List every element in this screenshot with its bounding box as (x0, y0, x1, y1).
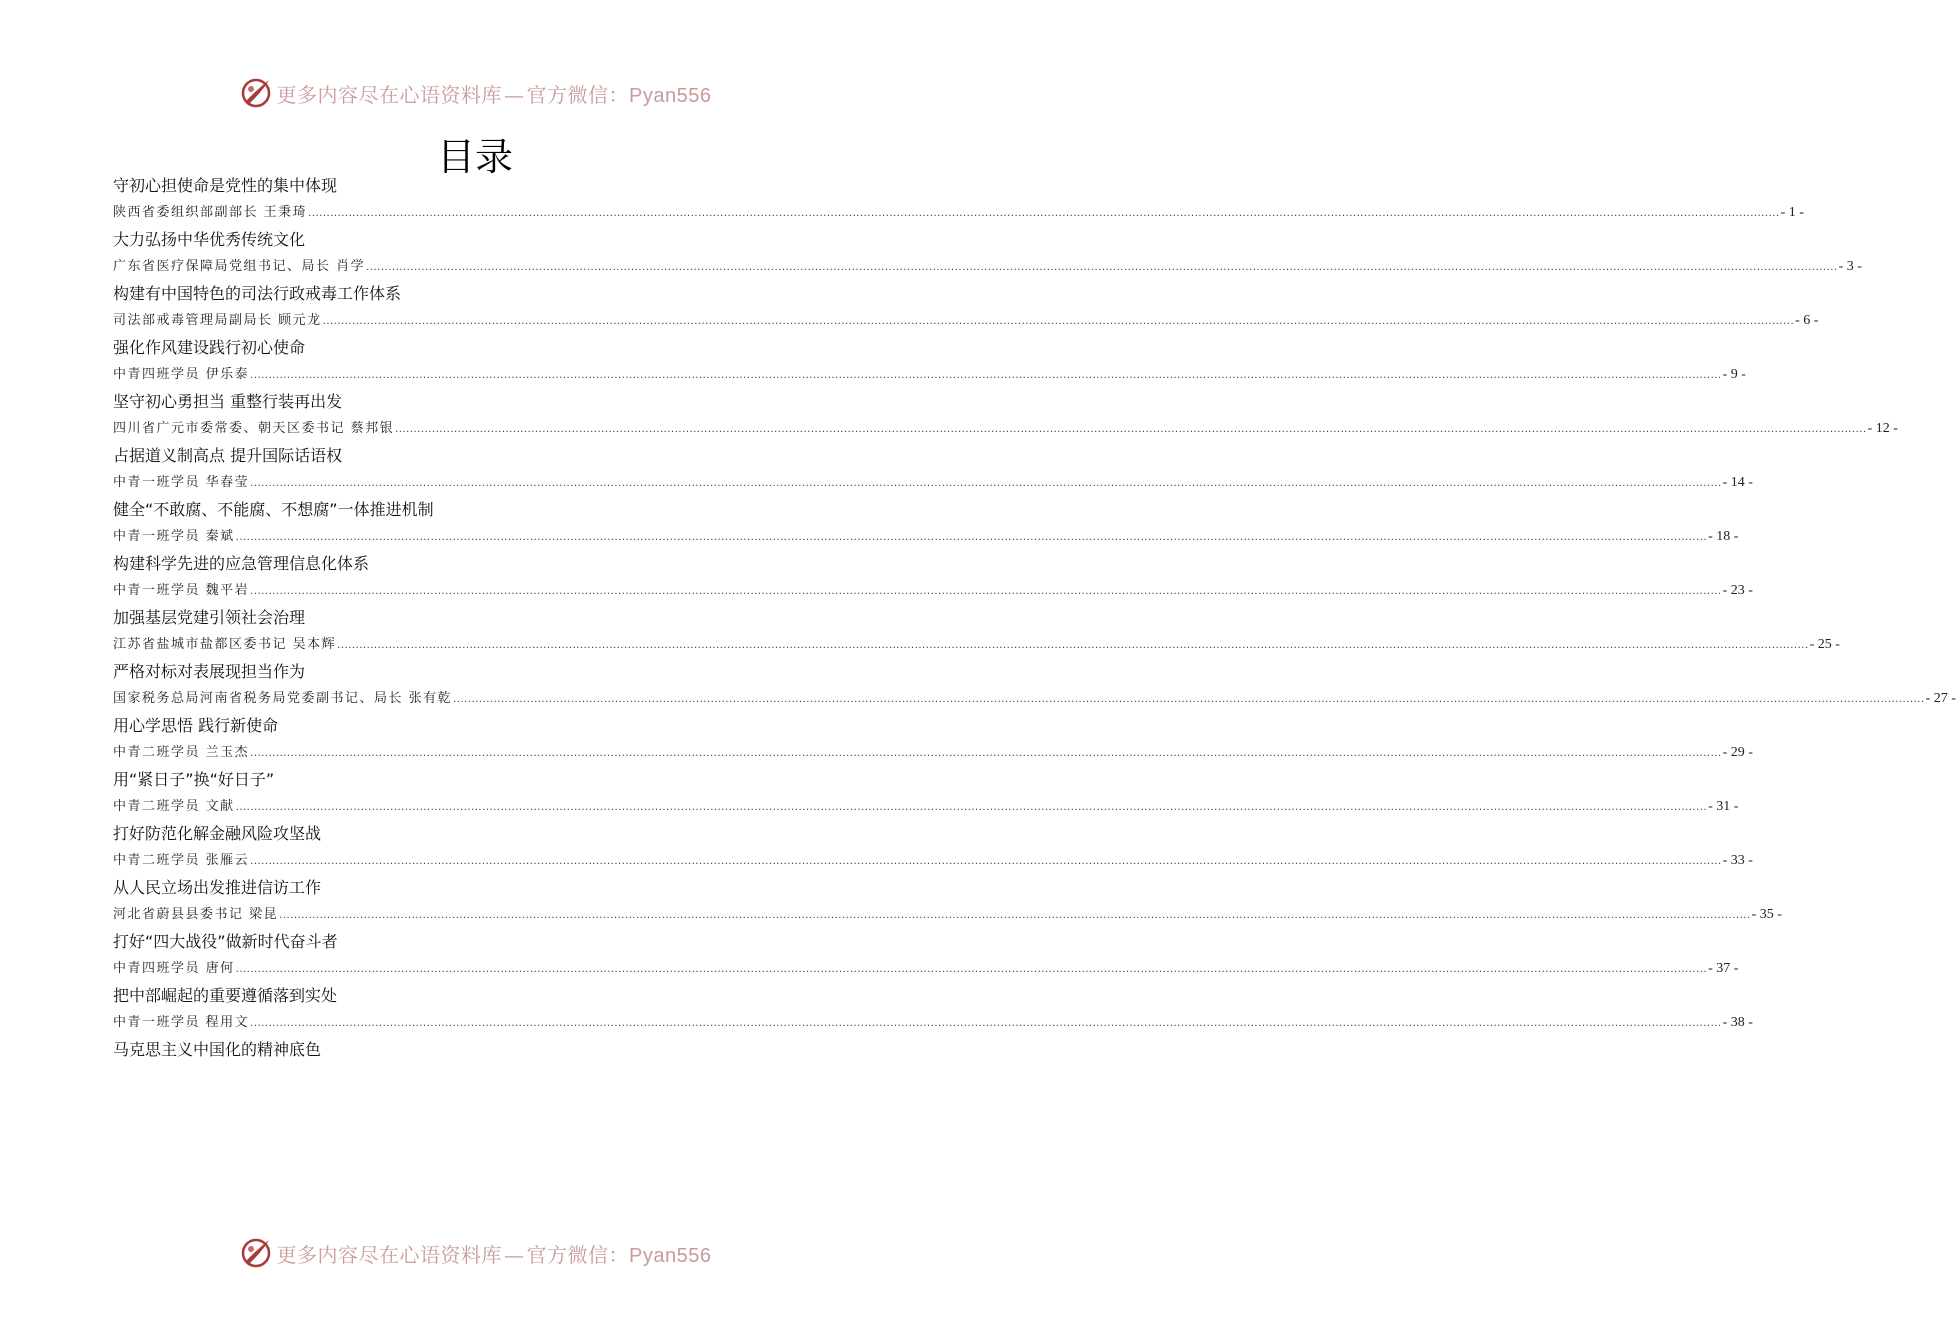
toc-entry[interactable] (113, 766, 1739, 820)
toc-dot-leader: ................................................................................................................................................................................................................................................................................................................................................................................................................ (337, 640, 1809, 651)
toc-entry-author: 中青四班学员 伊乐泰 (113, 367, 250, 382)
toc-entry-author: 司法部戒毒管理局副局长 顾元龙 (113, 313, 322, 328)
table-of-contents (113, 172, 1956, 1090)
toc-entry-line (113, 524, 1739, 550)
toc-entry-page: - 37 - (1708, 961, 1739, 976)
toc-entry-line (113, 200, 1804, 226)
toc-dot-leader: ................................................................................................................................................................................................................................................................................................................................................................................................................ (279, 910, 1751, 921)
toc-entry[interactable] (113, 604, 1840, 658)
toc-entry-line (113, 686, 1956, 712)
toc-entry-title: 用心学思悟 践行新使命 (113, 716, 279, 735)
toc-entry-author: 中青四班学员 唐何 (113, 961, 235, 976)
watermark-text (277, 79, 712, 108)
toc-entry-title: 马克思主义中国化的精神底色 (113, 1040, 322, 1059)
toc-dot-leader: ................................................................................................................................................................................................................................................................................................................................................................................................................ (395, 424, 1867, 435)
toc-dot-leader: ................................................................................................................................................................................................................................................................................................................................................................................................................ (250, 856, 1722, 867)
toc-dot-leader: ................................................................................................................................................................................................................................................................................................................................................................................................................ (250, 478, 1722, 489)
toc-entry-line (113, 470, 1753, 496)
toc-dot-leader: ................................................................................................................................................................................................................................................................................................................................................................................................................ (250, 748, 1722, 759)
toc-entry-title: 坚守初心勇担当 重整行装再出发 (113, 392, 343, 411)
toc-entry-page: - 6 - (1795, 313, 1819, 328)
toc-dot-leader: ................................................................................................................................................................................................................................................................................................................................................................................................................ (235, 532, 1708, 543)
watermark-separator: — (504, 82, 525, 107)
watermark-wechat-id: Pyan556 (629, 84, 712, 107)
toc-dot-leader: ................................................................................................................................................................................................................................................................................................................................................................................................................ (250, 1018, 1722, 1029)
toc-dot-leader: ................................................................................................................................................................................................................................................................................................................................................................................................................ (322, 316, 1795, 327)
toc-entry-page: - 31 - (1708, 799, 1739, 814)
toc-entry[interactable] (113, 712, 1753, 766)
toc-entry-title: 健全“不敢腐、不能腐、不想腐”一体推进机制 (113, 500, 434, 519)
toc-entry-line (113, 794, 1739, 820)
toc-entry[interactable] (113, 442, 1753, 496)
toc-entry-title: 构建有中国特色的司法行政戒毒工作体系 (113, 284, 402, 303)
brand-logo-icon (239, 1236, 273, 1270)
toc-entry[interactable] (113, 820, 1753, 874)
watermark-brand: 更多内容尽在心语资料库 (276, 1242, 503, 1267)
toc-entry-line (113, 362, 1746, 388)
toc-entry-title: 严格对标对表展现担当作为 (113, 662, 306, 681)
toc-entry-line (113, 848, 1753, 874)
watermark-brand: 更多内容尽在心语资料库 (276, 82, 503, 107)
toc-dot-leader: ................................................................................................................................................................................................................................................................................................................................................................................................................ (235, 964, 1708, 975)
toc-entry-page: - 29 - (1722, 745, 1753, 760)
toc-dot-leader: ................................................................................................................................................................................................................................................................................................................................................................................................................ (366, 262, 1838, 273)
toc-entry-author: 中青二班学员 文献 (113, 799, 235, 814)
toc-entry-title: 把中部崛起的重要遵循落到实处 (113, 986, 338, 1005)
toc-entry-author: 广东省医疗保障局党组书记、局长 肖学 (113, 259, 366, 274)
toc-entry-page: - 3 - (1838, 259, 1862, 274)
toc-entry-title: 强化作风建设践行初心使命 (113, 338, 306, 357)
toc-entry-author: 陕西省委组织部副部长 王秉琦 (113, 205, 308, 220)
watermark-separator: — (504, 1242, 525, 1267)
toc-entry[interactable] (113, 874, 1782, 928)
toc-entry-page: - 33 - (1722, 853, 1753, 868)
toc-entry-page: - 27 - (1925, 691, 1956, 706)
toc-entry-page: - 9 - (1722, 367, 1746, 382)
page-title: 目录 (436, 135, 513, 179)
toc-entry-author: 中青一班学员 秦斌 (113, 529, 235, 544)
toc-entry[interactable] (113, 172, 1804, 226)
toc-entry-line (113, 1010, 1753, 1036)
toc-entry[interactable] (113, 1036, 835, 1090)
watermark-text (277, 1239, 712, 1268)
toc-entry-page: - 25 - (1809, 637, 1840, 652)
toc-entry-author: 中青一班学员 魏平岩 (113, 583, 250, 598)
toc-entry-author: 河北省蔚县县委书记 梁昆 (113, 907, 279, 922)
toc-entry-author: 中青二班学员 兰玉杰 (113, 745, 250, 760)
watermark-wechat-label: 官方微信： (526, 82, 630, 107)
brand-logo-icon (239, 76, 273, 110)
toc-dot-leader: ................................................................................................................................................................................................................................................................................................................................................................................................................ (250, 370, 1722, 381)
toc-entry-page: - 38 - (1722, 1015, 1753, 1030)
toc-entry[interactable] (113, 226, 1862, 280)
toc-entry-author: 中青一班学员 程用文 (113, 1015, 250, 1030)
toc-entry[interactable] (113, 982, 1753, 1036)
toc-entry-page: - 12 - (1867, 421, 1898, 436)
toc-entry-title: 守初心担使命是党性的集中体现 (113, 176, 338, 195)
toc-entry-title: 用“紧日子”换“好日子” (113, 770, 275, 789)
toc-entry-page: - 18 - (1708, 529, 1739, 544)
toc-entry[interactable] (113, 496, 1739, 550)
toc-entry-line (113, 632, 1840, 658)
toc-entry-title: 打好“四大战役”做新时代奋斗者 (113, 932, 338, 951)
toc-entry-page: - 23 - (1722, 583, 1753, 598)
toc-entry-title: 占据道义制高点 提升国际话语权 (113, 446, 343, 465)
toc-entry-line (113, 254, 1862, 280)
toc-entry[interactable] (113, 280, 1819, 334)
toc-entry-title: 构建科学先进的应急管理信息化体系 (113, 554, 370, 573)
toc-entry-line (113, 308, 1819, 334)
toc-entry[interactable] (113, 550, 1753, 604)
toc-entry-page: - 14 - (1722, 475, 1753, 490)
header-watermark (0, 73, 950, 113)
toc-dot-leader: ................................................................................................................................................................................................................................................................................................................................................................................................................ (453, 694, 1925, 705)
toc-entry-page: - 1 - (1780, 205, 1804, 220)
toc-entry-line (113, 902, 1782, 928)
toc-entry-page: - 35 - (1751, 907, 1782, 922)
toc-entry-line (113, 956, 1739, 982)
toc-entry[interactable] (113, 388, 1898, 442)
toc-entry[interactable] (113, 658, 1956, 712)
watermark-wechat-id: Pyan556 (629, 1244, 712, 1267)
toc-entry-author: 江苏省盐城市盐都区委书记 吴本辉 (113, 637, 337, 652)
toc-entry-title: 大力弘扬中华优秀传统文化 (113, 230, 306, 249)
toc-entry[interactable] (113, 334, 1746, 388)
watermark-wechat-label: 官方微信： (526, 1242, 630, 1267)
toc-entry[interactable] (113, 928, 1739, 982)
toc-entry-title: 打好防范化解金融风险攻坚战 (113, 824, 322, 843)
toc-dot-leader: ................................................................................................................................................................................................................................................................................................................................................................................................................ (235, 802, 1708, 813)
toc-entry-line (113, 416, 1898, 442)
toc-entry-author: 国家税务总局河南省税务局党委副书记、局长 张有乾 (113, 691, 453, 706)
toc-dot-leader: ................................................................................................................................................................................................................................................................................................................................................................................................................ (250, 586, 1722, 597)
toc-entry-title: 从人民立场出发推进信访工作 (113, 878, 322, 897)
toc-dot-leader: ................................................................................................................................................................................................................................................................................................................................................................................................................ (308, 208, 1780, 219)
toc-entry-author: 中青二班学员 张雁云 (113, 853, 250, 868)
toc-entry-line (113, 740, 1753, 766)
toc-entry-line (113, 578, 1753, 604)
footer-watermark (0, 1233, 950, 1273)
toc-entry-author: 中青一班学员 华春莹 (113, 475, 250, 490)
toc-entry-title: 加强基层党建引领社会治理 (113, 608, 306, 627)
toc-entry-author: 四川省广元市委常委、朝天区委书记 蔡邦银 (113, 421, 395, 436)
